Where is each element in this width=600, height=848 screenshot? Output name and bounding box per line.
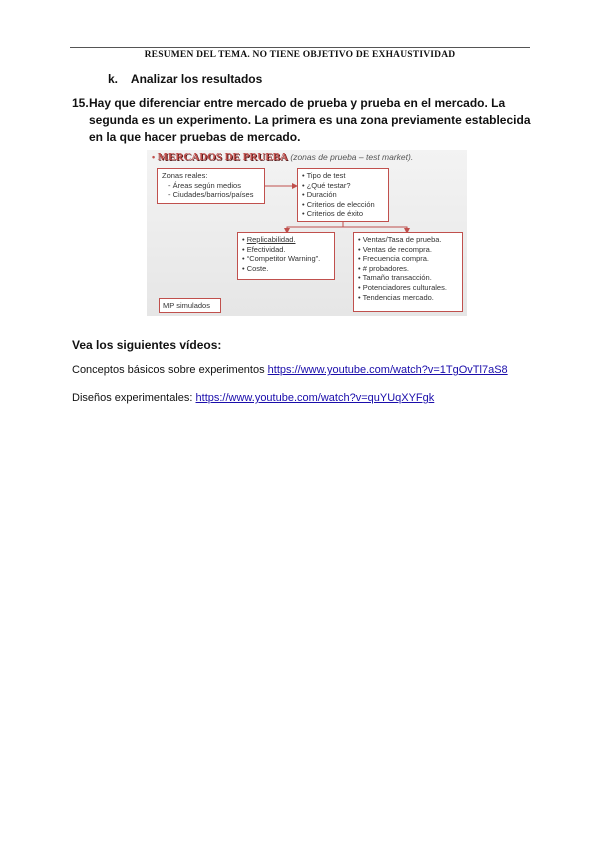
zonas-item: - Ciudades/barrios/países — [162, 190, 260, 200]
test-item: • Criterios de éxito — [302, 209, 384, 219]
videos-heading: Vea los siguientes vídeos: — [72, 338, 222, 352]
zonas-heading: Zonas reales: — [162, 171, 208, 180]
page-header: RESUMEN DEL TEMA. NO TIENE OBJETIVO DE EXHAUSTIVIDAD — [144, 50, 456, 60]
criteria-item: • Potenciadores culturales. — [358, 283, 458, 293]
test-item: • ¿Qué testar? — [302, 181, 384, 191]
criteria-item: • Tamaño transacción. — [358, 273, 458, 283]
slide-title — [152, 151, 413, 163]
header-rule — [70, 47, 530, 48]
test-item: • Criterios de elección — [302, 200, 384, 210]
box-zonas-reales — [157, 168, 265, 204]
criteria-item: • Coste. — [242, 264, 330, 274]
video-label: Diseños experimentales: — [72, 392, 196, 404]
box-mp-simulados: MP simulados — [159, 298, 221, 313]
criteria-item: • # probadores. — [358, 264, 458, 274]
slide-title-sub: (zonas de prueba – test market). — [290, 152, 414, 162]
list-item-text: Hay que diferenciar entre mercado de prueba y prueba en el mercado. La segunda es un experimento. La primera es una zona previamente establecida en la que hacer pruebas de mercado. — [89, 96, 531, 144]
zonas-item: - Áreas según medios — [162, 181, 260, 191]
criteria-item: • Efectividad. — [242, 245, 330, 255]
criteria-item: • Tendencias mercado. — [358, 293, 458, 303]
box-exito-criteria — [353, 232, 463, 312]
bullet: • — [152, 152, 156, 162]
criteria-item: • Ventas/Tasa de prueba. — [358, 235, 458, 245]
mercados-de-prueba-slide-image — [147, 150, 467, 316]
box-test-parameters — [297, 168, 389, 222]
video-label: Conceptos básicos sobre experimentos — [72, 364, 268, 376]
video-line-disenos — [72, 392, 434, 404]
test-item: • Duración — [302, 190, 384, 200]
list-item-k — [108, 72, 262, 86]
youtube-link-disenos[interactable]: https://www.youtube.com/watch?v=quYUqXYFgk — [195, 392, 435, 404]
youtube-link-conceptos[interactable]: https://www.youtube.com/watch?v=1TgOvTl7aS8 — [267, 364, 508, 376]
arrow-test-to-left — [287, 222, 343, 231]
list-item-text: Analizar los resultados — [130, 72, 263, 86]
criteria-item: • Ventas de recompra. — [358, 245, 458, 255]
slide-title-main: MERCADOS DE PRUEBA — [157, 151, 288, 163]
criteria-item: • Replicabilidad. — [242, 235, 330, 245]
criteria-item: • Frecuencia compra. — [358, 254, 458, 264]
list-item-marker: k. — [108, 72, 119, 86]
list-item-number: 15. — [72, 96, 89, 110]
list-item-15 — [72, 95, 534, 146]
test-item: • Tipo de test — [302, 171, 384, 181]
box-elecion-criteria — [237, 232, 335, 280]
arrow-test-to-right — [343, 227, 407, 231]
video-line-conceptos — [72, 364, 508, 376]
criteria-item: • “Competitor Warning”. — [242, 254, 330, 264]
